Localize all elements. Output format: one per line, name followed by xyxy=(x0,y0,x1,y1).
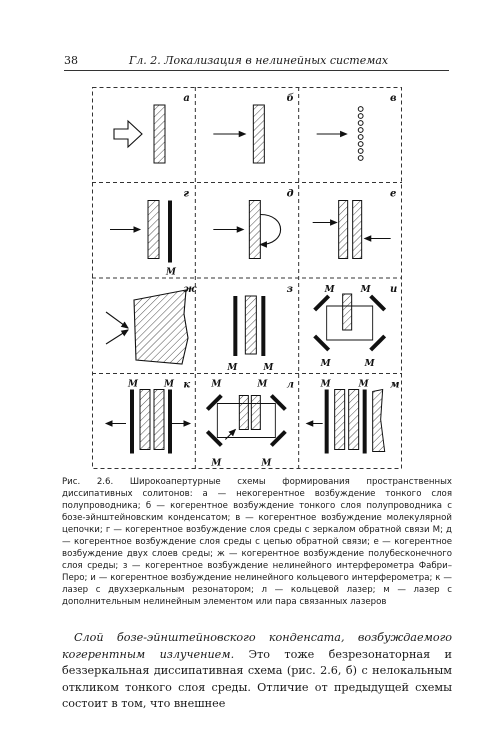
medium-slab xyxy=(154,390,164,450)
arrow xyxy=(225,430,235,440)
mirror xyxy=(261,296,265,356)
medium-slab xyxy=(249,201,260,259)
mirror-label-M: M xyxy=(166,267,176,278)
mirror-label-M: M xyxy=(211,458,222,469)
medium-slab xyxy=(154,105,165,163)
body-italic-lead: Слой бозе-эйнштейновского конденсата, возбуждаемого когерентным излучением. xyxy=(62,631,452,661)
panel-letter: а xyxy=(183,93,190,104)
medium-slab xyxy=(148,201,159,259)
page-number: 38 xyxy=(64,54,78,67)
figure-caption: Рис. 2.6. Широкоапертурные схемы формирования пространственных диссипативных солитонов: а — некогерентное возбуждение тонкого слоя полупроводника; б — когерентное возбуждение тонкого слоя полупроводника с бозе-эйнштейновским конденсатом; в — когерентное возбуждение молекулярной цепочки; г — когерентное возбуждение слоя среды с зеркалом обратной связи M; д — когерентное возбуждение слоя среды с цепью обратной связи; е — когерентное возбуждение двух слоев среды; ж — когерентное возбуждение полубесконечного слоя среды; з — когерентное возбуждение нелинейного интерферометра Фабри–Перо; и — когерентное возбуждение нелинейного кольцевого интерферометра; к — лазер с двухзеркальным резонатором; л — кольцевой лазер; м — лазер с дополнительным нелинейным элементом или пара связанных лазеров xyxy=(62,477,452,607)
panel-letter: б xyxy=(286,93,294,104)
mirror xyxy=(271,432,285,446)
medium-slab xyxy=(339,201,348,259)
semi-infinite-medium xyxy=(134,290,188,364)
panel-letter: л xyxy=(286,379,294,391)
panel-letter: ж xyxy=(183,284,197,295)
panel-letter: к xyxy=(183,379,191,391)
mirror-label-M: M xyxy=(227,363,238,373)
medium-slab xyxy=(353,201,362,259)
mirror-label-M: M xyxy=(360,285,371,295)
panel-letter: и xyxy=(390,284,398,295)
medium-slab xyxy=(239,396,248,430)
mirror xyxy=(207,432,221,446)
mirror-label-M: M xyxy=(128,379,138,390)
mirror xyxy=(168,201,172,263)
molecule xyxy=(358,135,363,140)
mirror-label-M: M xyxy=(211,379,222,390)
mirror xyxy=(325,390,329,454)
molecule xyxy=(358,128,363,133)
mirror-label-M: M xyxy=(263,363,274,373)
figure-panels xyxy=(106,105,391,454)
mirror xyxy=(271,396,285,410)
mirror-label-M: M xyxy=(364,359,375,369)
mirror-label-M: M xyxy=(320,359,331,369)
molecule xyxy=(358,149,363,154)
arrow xyxy=(106,330,128,344)
medium-slab xyxy=(251,396,260,430)
mirror-label-M: M xyxy=(164,379,174,390)
panel-letter: е xyxy=(390,188,397,200)
panel-letter: м xyxy=(390,379,400,391)
molecule xyxy=(358,156,363,161)
mirror-label-M: M xyxy=(320,379,331,390)
body-paragraph xyxy=(62,630,452,713)
body-text: Это тоже безрезонаторная и беззеркальная диссипативная схема (рис. 2.6, б) с нелокальным откликом тонкого слоя среды. Отличие от предыдущей схемы состоит в том, что внешнее xyxy=(62,647,452,710)
feedback-loop xyxy=(260,215,280,245)
medium-slab xyxy=(349,390,359,450)
molecule xyxy=(358,142,363,147)
medium-slab xyxy=(343,294,352,330)
panel-letter: д xyxy=(286,188,294,200)
running-head: Гл. 2. Локализация в нелинейных системах xyxy=(129,54,389,67)
mirror xyxy=(233,296,237,356)
medium-slab xyxy=(253,105,264,163)
medium-slab xyxy=(140,390,150,450)
mirror-label-M: M xyxy=(257,379,268,390)
header-rule xyxy=(64,70,449,71)
mirror xyxy=(130,390,134,454)
page-header xyxy=(64,48,449,70)
extra-nonlinear-element xyxy=(373,390,385,452)
arrow xyxy=(106,312,128,328)
medium-slab xyxy=(245,296,256,354)
mirror-label-M: M xyxy=(358,379,369,390)
molecule xyxy=(358,107,363,112)
mirror-label-M: M xyxy=(324,285,335,295)
mirror xyxy=(363,390,367,454)
mirror-label-M: M xyxy=(261,458,272,469)
panel-letter: з xyxy=(286,284,294,295)
mirror xyxy=(168,390,172,454)
hollow-arrow xyxy=(114,121,142,147)
molecule xyxy=(358,114,363,119)
panel-letter: г xyxy=(183,188,189,200)
medium-slab xyxy=(335,390,345,450)
figure-2-6 xyxy=(92,87,402,469)
molecule xyxy=(358,121,363,126)
panel-letter: в xyxy=(390,93,397,104)
mirror xyxy=(207,396,221,410)
